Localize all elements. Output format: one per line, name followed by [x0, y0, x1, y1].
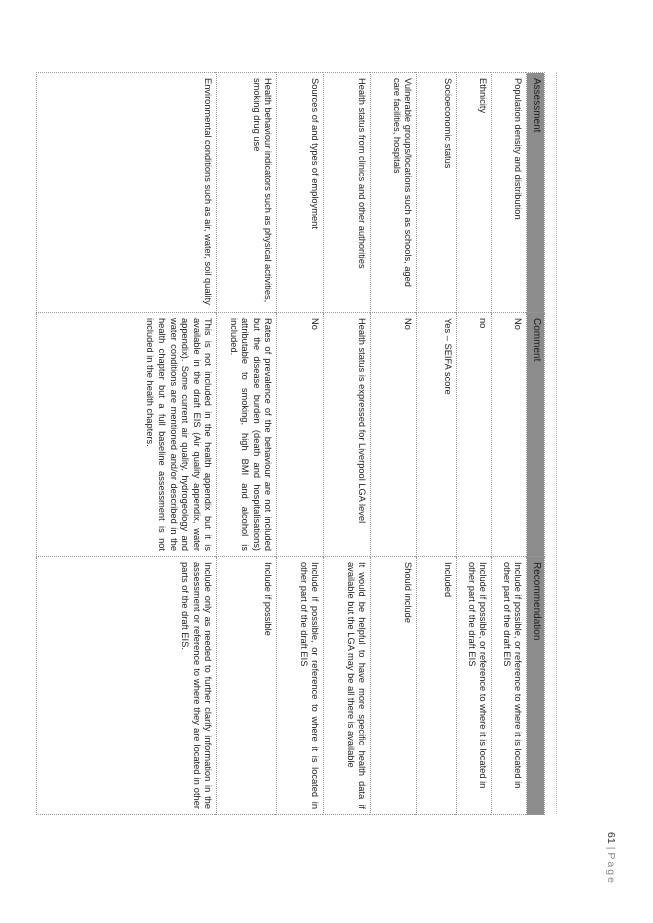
- table-row: [417, 73, 457, 815]
- recommendation-cell: Include if possible, or reference to where it is located in other part of the draft EIS: [277, 557, 324, 815]
- recommendation-cell: Include if possible, or reference to where it is located in other part of the draft EIS: [492, 557, 527, 815]
- comment-cell: Rates of prevalence of the behaviour are not included but the disease burden (death and hospitalisations) attributable to smoking, high BMI and alcohol is included.: [217, 313, 277, 557]
- header-rule: [556, 72, 557, 814]
- recommendation-cell: Include only as needed to further clarify information in the assessment or reference to where they are located in other parts of the draft EIS.: [37, 557, 217, 815]
- table-row: [37, 73, 217, 815]
- assessment-cell: Vulnerable groups/locations such as schools, aged care facilities, hospitals: [371, 73, 417, 313]
- comment-cell: no: [457, 313, 492, 557]
- assessment-cell: Environmental conditions such as air, water, soil quality: [37, 73, 217, 313]
- table-row: [457, 73, 492, 815]
- comment-cell: This is not included in the health appendix but it is available in the draft EIS (Air quality appendix, water appendix). Some current air quality, hydrogeology and water conditions are mentioned and/or described in the health chapter but a full baseline assessment is not included in the health chapters.: [37, 313, 217, 557]
- table-row: [217, 73, 277, 815]
- header-comment: Comment: [527, 313, 545, 557]
- page-label: Page: [605, 852, 617, 885]
- assessment-cell: Health status from clinics and other authorities: [324, 73, 371, 313]
- recommendation-cell: Include if possible: [217, 557, 277, 815]
- assessment-cell: Population density and distribution: [492, 73, 527, 313]
- table-row: [324, 73, 371, 815]
- table-header-row: [527, 73, 545, 815]
- comment-cell: Yes – SEIFA score: [417, 313, 457, 557]
- comment-cell: Health status is expressed for Liverpool LGA level: [324, 313, 371, 557]
- recommendation-cell: Should include: [371, 557, 417, 815]
- assessment-cell: Socioeconomic status: [417, 73, 457, 313]
- assessment-cell: Health behaviour indicators such as physical activities, smoking drug use: [217, 73, 277, 313]
- table-row: [277, 73, 324, 815]
- header-assessment: Assessment: [527, 73, 545, 313]
- recommendation-cell: Included: [417, 557, 457, 815]
- comment-cell: No: [371, 313, 417, 557]
- page-footer: [605, 832, 617, 885]
- comment-cell: No: [492, 313, 527, 557]
- comment-cell: No: [277, 313, 324, 557]
- assessment-cell: Sources of and types of employment: [277, 73, 324, 313]
- table-row: [492, 73, 527, 815]
- recommendation-cell: Include if possible, or reference to where it is located in other part of the draft EIS: [457, 557, 492, 815]
- assessment-cell: Ethnicity: [457, 73, 492, 313]
- assessment-table: [36, 72, 545, 815]
- footer-separator: |: [605, 846, 617, 850]
- recommendation-cell: It would be helpful to have more specific health data if available but the LGA may be all there is available: [324, 557, 371, 815]
- table-row: [371, 73, 417, 815]
- header-recommendation: Recommendation: [527, 557, 545, 815]
- page-number: 61: [605, 832, 617, 844]
